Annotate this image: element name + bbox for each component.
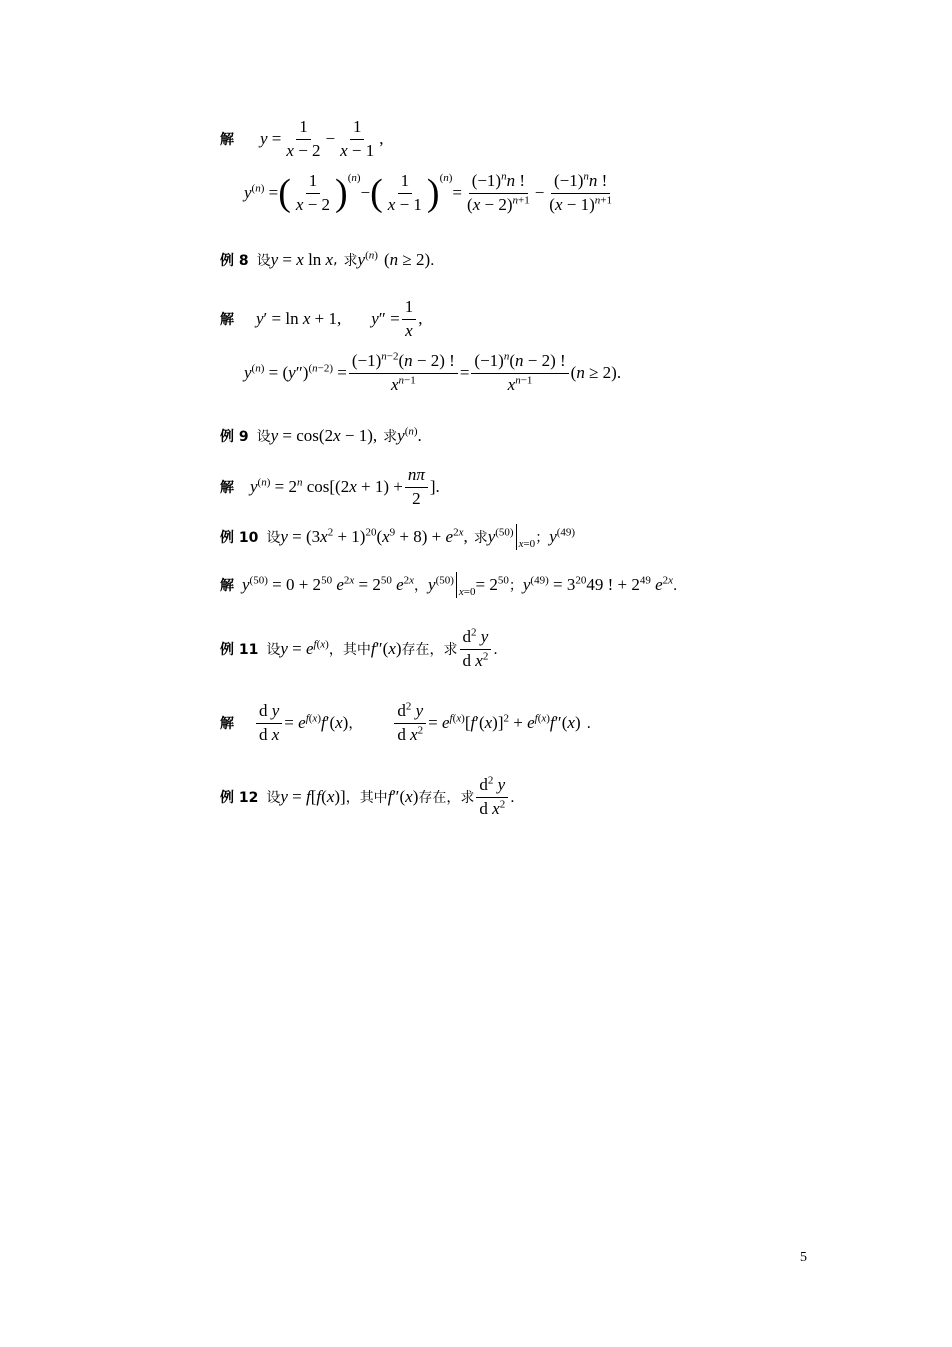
example-10: 例 10 设 $y = (3x^2 + 1)^{20}(x^9 + 8) + e^{2x}$, 求 $y^{(50)}$ x=0 ； $y^{(49)}$ <box>220 524 575 550</box>
solution-7-line-1: 解 y = $\frac{1}{x - 2}$ − $\frac{1}{x - 1}$ , <box>220 117 384 160</box>
solution-9: 解 $y^{(n)} = 2^n$ cos[(2x + 1) + $\frac{n\pi}{2}$ ]. <box>220 465 440 508</box>
solution-11: 解 $\frac{\text{d y}}{\text{d x}}$ = $e^{f(x)}f'(x)$ ， $\frac{d^2 y}{d x^2}$ = $e^{f(x)}[f'(x)]^2 + e^{f(x)}f''(x)$ ． <box>220 700 601 744</box>
solution-label: 解 <box>220 312 234 329</box>
example-9: 例 9 设 y = cos(2x − 1), 求 $y^{(n)}$. <box>220 425 422 445</box>
page-number: 5 <box>800 1250 807 1265</box>
example-11: 例 11 设 $y = e^{f(x)}$ ， 其中 f″(x) 存在 ， 求 $\frac{d^2 y}{d x^2}$ ． <box>220 626 508 670</box>
solution-10: 解 $y^{(50)} = 0 + 2^{50}$ $e^{2x} = 2^{50}$ $e^{2x}$ ， $y^{(50)}$ x=0 = $2^{50}$ ； $y^{(49)} = 3^{20}49$ ! + $2^{49}$ $e^{2x}$ ． <box>220 572 687 598</box>
example-12: 例 12 设 y = f[f(x)] ， 其中 f″(x) 存在 ， 求 $\frac{d^2 y}{d x^2}$ ． <box>220 774 525 818</box>
example-11-label: 例 11 <box>220 642 259 659</box>
solution-label: 解 <box>220 578 234 594</box>
example-9-label: 例 9 <box>220 429 249 445</box>
solution-7-line-2: $y^{(n)}$ = ( $\frac{1}{x - 2}$ ) (n) − ( $\frac{1}{x - 1}$ ) (n) = $\frac{(-1)^nn !}{(x - 2)^{n+1}}$ − $\frac{(-1)^nn !}{(x - 1)^{n+1}}$ <box>244 170 612 215</box>
solution-label: 解 <box>220 132 234 149</box>
solution-label: 解 <box>220 480 234 497</box>
example-8-label: 例 8 <box>220 253 249 269</box>
example-8: 例 8 设 y = x ln x , 求 $y^{(n)}$ (n ≥ 2) ． <box>220 249 445 269</box>
example-10-label: 例 10 <box>220 530 259 546</box>
solution-label: 解 <box>220 716 234 733</box>
solution-8-line-2: $y^{(n)} = (y'')^{(n-2)}$ = $\frac{(-1)^{n-2}(n - 2) !}{x^{n-1}}$ = $\frac{(-1)^n(n - 2) !}{x^{n-1}}$ (n ≥ 2). <box>244 350 622 394</box>
example-12-label: 例 12 <box>220 790 259 807</box>
solution-8-line-1: 解 y′ = ln x + 1, y″ = $\frac{1}{x}$ , <box>220 297 423 340</box>
